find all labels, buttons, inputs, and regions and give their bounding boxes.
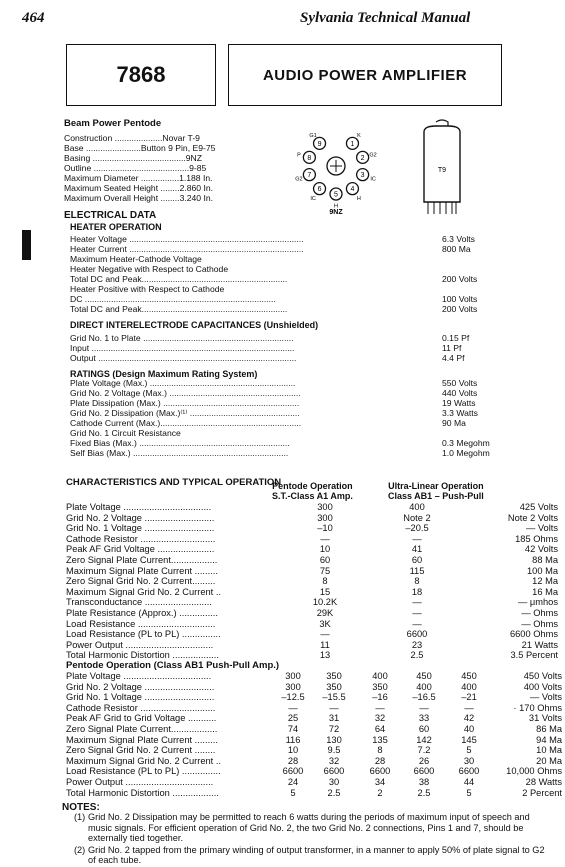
tube-title-box	[228, 44, 502, 106]
table-row	[66, 587, 558, 598]
push-pull-value: 28	[287, 755, 299, 766]
push-pull-value: 30	[328, 776, 340, 787]
row-value: 90 Ma	[442, 418, 466, 428]
ultralinear-value-2: 88 Ma	[532, 554, 558, 565]
push-pull-value: 44	[463, 776, 475, 787]
table-row	[66, 777, 562, 788]
push-pull-value: 6600	[323, 766, 345, 777]
push-pull-value: 9.5	[327, 745, 341, 756]
row-label: Plate Dissipation (Max.) .........................................................	[70, 398, 300, 408]
pin-letter: H	[334, 203, 338, 210]
push-pull-value: –15.5	[322, 692, 346, 703]
table-row	[66, 534, 558, 545]
push-pull-value: 450	[416, 671, 432, 681]
param-label: Grid No. 2 Voltage ...........................	[66, 512, 215, 523]
note-number: (2)	[74, 844, 86, 855]
data-row	[70, 284, 560, 294]
push-pull-unit-value: 86 Ma	[536, 723, 562, 734]
param-label: Zero Signal Grid No. 2 Current.........	[66, 576, 216, 587]
ultralinear-value-2: — Ohms	[521, 618, 558, 629]
ultralinear-op-header-line2: Class AB1 – Push-Pull	[388, 491, 484, 501]
ultralinear-value: 115	[409, 565, 425, 576]
push-pull-table	[66, 671, 562, 798]
pin-letter: K	[357, 132, 361, 139]
table-row	[66, 766, 562, 777]
push-pull-value: 74	[287, 723, 299, 734]
pentode-value: 10.2K	[312, 597, 338, 608]
table-row	[66, 619, 558, 630]
pin-number: 6	[317, 186, 322, 194]
pin-number: 4	[350, 186, 355, 194]
note-item	[74, 845, 554, 866]
push-pull-value: 145	[461, 734, 477, 745]
param-label: Transconductance ..........................	[66, 597, 212, 608]
param-label: Grid No. 1 Voltage ...........................	[66, 692, 215, 703]
push-pull-value: 32	[328, 755, 340, 766]
data-row	[70, 304, 560, 314]
table-row	[66, 608, 558, 619]
table-row	[66, 745, 562, 756]
param-label: Plate Resistance (Approx.) ...............	[66, 607, 218, 618]
push-pull-value: 25	[287, 713, 299, 724]
push-pull-value: 2.5	[417, 787, 431, 798]
ultralinear-value-2: Note 2 Volts	[507, 512, 558, 523]
table-row	[66, 576, 558, 587]
table-row	[66, 724, 562, 735]
data-row	[70, 418, 560, 428]
push-pull-unit-value: — Volts	[529, 692, 562, 703]
push-pull-value: 350	[326, 671, 342, 681]
pentode-value: 3K	[319, 618, 331, 629]
pentode-value: 300	[317, 512, 333, 523]
ultralinear-value-2: 100 Ma	[526, 565, 558, 576]
row-label: Grid No. 2 Voltage (Max.) .......................................................	[70, 388, 301, 398]
ultralinear-value: —	[412, 533, 422, 544]
ultralinear-value-2: 21 Watts	[521, 639, 558, 650]
push-pull-value: –16	[372, 692, 388, 703]
data-row	[70, 264, 560, 274]
param-label: Maximum Signal Grid No. 2 Current ..	[66, 586, 221, 597]
pentode-value: 75	[319, 565, 331, 576]
param-label: Maximum Signal Grid No. 2 Current ..	[66, 755, 221, 766]
table-row	[66, 523, 558, 534]
heater-rows	[70, 234, 560, 314]
spec-row: Construction ....................Novar T-9	[64, 133, 200, 143]
ultralinear-value-2: — Ohms	[521, 607, 558, 618]
row-label: Total DC and Peak.............................................................	[70, 304, 288, 314]
ultralinear-value-2: 3.5 Percent	[510, 650, 558, 661]
push-pull-value: 40	[463, 723, 475, 734]
pin-number: 7	[307, 172, 312, 180]
push-pull-unit-value: · 170 Ohms	[513, 702, 562, 713]
push-pull-value: –12.5	[281, 692, 305, 703]
notes-title: NOTES:	[62, 802, 100, 813]
data-row	[70, 378, 560, 388]
pin-number: 8	[307, 154, 312, 162]
ultralinear-value: 6600	[406, 629, 428, 640]
row-value: 1.0 Megohm	[442, 448, 490, 458]
push-pull-value: 31	[328, 713, 340, 724]
ratings-title: RATINGS (Design Maximum Rating System)	[70, 369, 258, 379]
data-row	[70, 254, 560, 264]
push-pull-value: 38	[418, 776, 430, 787]
push-pull-value: 34	[374, 776, 386, 787]
push-pull-value: 10	[287, 745, 299, 756]
ultralinear-value: 60	[411, 554, 423, 565]
data-row	[70, 274, 560, 284]
data-row	[70, 388, 560, 398]
ultralinear-value: 8	[414, 576, 420, 587]
tube-outline-drawing	[412, 118, 472, 218]
param-label: Load Resistance (PL to PL) ...............	[66, 629, 221, 640]
row-label: Grid No. 1 to Plate ...............................................................	[70, 333, 294, 343]
push-pull-value: –16.5	[412, 692, 436, 703]
table-row	[66, 555, 558, 566]
push-pull-value: 42	[463, 713, 475, 724]
ultralinear-value-2: 16 Ma	[532, 586, 558, 597]
table-row	[66, 703, 562, 714]
row-label: Grid No. 2 Dissipation (Max.)⁽¹⁾ ..............................................	[70, 408, 300, 418]
push-pull-value: –21	[461, 692, 477, 703]
param-label: Plate Voltage ..................................	[66, 502, 212, 512]
pin-letter: G2	[369, 152, 377, 159]
table-row	[66, 713, 562, 724]
push-pull-unit-value: 94 Ma	[536, 734, 562, 745]
param-label: Grid No. 1 Voltage ...........................	[66, 523, 215, 534]
note-number: (1)	[74, 812, 86, 822]
pentode-value: —	[320, 629, 330, 640]
ultralinear-value-2: 425 Volts	[519, 502, 558, 512]
data-row	[70, 343, 560, 353]
push-pull-value: 60	[418, 723, 430, 734]
table-row	[66, 788, 562, 799]
capacitances-title: DIRECT INTERELECTRODE CAPACITANCES (Unshielded)	[70, 320, 319, 330]
ultralinear-value-2: 185 Ohms	[515, 533, 558, 544]
param-label: Maximum Signal Plate Current .........	[66, 734, 218, 745]
push-pull-unit-value: 400 Volts	[523, 681, 562, 692]
param-label: Grid No. 2 Voltage ...........................	[66, 681, 215, 692]
pentode-value: 8	[322, 576, 328, 587]
row-value: 200 Volts	[442, 274, 478, 284]
svg-text:T9: T9	[437, 167, 447, 174]
row-value: 200 Volts	[442, 304, 478, 314]
push-pull-value: 450	[461, 671, 477, 681]
push-pull-value: —	[419, 702, 429, 713]
ultralinear-value-2: 42 Volts	[524, 544, 558, 555]
table-row	[66, 502, 558, 513]
row-value: 3.3 Watts	[442, 408, 478, 418]
push-pull-value: —	[288, 702, 298, 713]
table-row	[66, 640, 558, 651]
spec-list	[64, 133, 215, 203]
push-pull-value: 8	[377, 745, 383, 756]
row-value: 0.15 Pf	[442, 333, 470, 343]
ultralinear-op-header-line1: Ultra-Linear Operation	[388, 481, 484, 491]
pentode-value: 60	[319, 554, 331, 565]
data-row	[70, 294, 560, 304]
row-value: 11 Pf	[442, 343, 462, 353]
pin-letter: G1	[309, 132, 317, 139]
push-pull-value: 6600	[282, 766, 304, 777]
row-label: Maximum Heater-Cathode Voltage	[70, 254, 202, 264]
pin-number: 9	[317, 140, 322, 148]
param-label: Peak AF Grid Voltage ......................	[66, 544, 215, 555]
heater-operation-title: HEATER OPERATION	[70, 222, 162, 232]
row-label: Output ...................................................................................	[70, 353, 297, 363]
data-row	[70, 244, 560, 254]
ultralinear-value-2: 12 Ma	[532, 576, 558, 587]
param-label: Zero Signal Grid No. 2 Current ........	[66, 745, 216, 756]
push-pull-value: 400	[461, 681, 477, 692]
ultralinear-value: 23	[411, 639, 423, 650]
row-label: Heater Negative with Respect to Cathode	[70, 264, 229, 274]
pentode-value: 300	[317, 502, 333, 512]
tube-type: Beam Power Pentode	[64, 118, 162, 129]
pentode-value: 15	[319, 586, 331, 597]
pin-number: 3	[360, 172, 365, 180]
pin-number: 5	[334, 191, 338, 199]
pentode-value: –10	[317, 523, 333, 534]
ultralinear-value: –20.5	[405, 523, 429, 534]
push-pull-unit-value: 2 Percent	[522, 787, 562, 798]
param-label: Maximum Signal Plate Current .........	[66, 565, 218, 576]
row-value: 19 Watts	[442, 398, 476, 408]
push-pull-unit-value: 20 Ma	[536, 755, 562, 766]
ultralinear-value-2: 6600 Ohms	[509, 629, 558, 640]
ultralinear-value: —	[412, 597, 422, 608]
row-label: Grid No. 1 Circuit Resistance	[70, 428, 181, 438]
push-pull-value: 2.5	[327, 787, 341, 798]
param-label: Load Resistance (PL to PL) ...............	[66, 766, 221, 777]
param-label: Cathode Resistor .............................	[66, 702, 216, 713]
spec-row: Maximum Seated Height ........2.860 In.	[64, 183, 214, 193]
pentode-value: 13	[319, 650, 331, 661]
push-pull-value: 400	[416, 681, 432, 692]
electrical-data-title: ELECTRICAL DATA	[64, 210, 157, 221]
table-row	[66, 544, 558, 555]
row-label: Heater Voltage .........................................................................	[70, 234, 304, 244]
push-pull-value: —	[375, 702, 385, 713]
spec-row: Outline ........................................9-85	[64, 163, 207, 173]
ultralinear-value: —	[412, 618, 422, 629]
pin-letter: IC	[370, 176, 376, 183]
row-value: 440 Volts	[442, 388, 478, 398]
row-value: 6.3 Volts	[442, 234, 475, 244]
push-pull-value: 6600	[413, 766, 435, 777]
ultralinear-value: 18	[411, 586, 423, 597]
table-row	[66, 735, 562, 746]
pin-letter: IC	[310, 196, 316, 203]
row-value: 0.3 Megohm	[442, 438, 490, 448]
push-pull-unit-value: 31 Volts	[528, 713, 562, 724]
row-label: Total DC and Peak.............................................................	[70, 274, 288, 284]
param-label: Zero Signal Plate Current..................	[66, 723, 218, 734]
push-pull-value: 350	[326, 681, 342, 692]
row-label: Cathode Current (Max.)...........................................................	[70, 418, 302, 428]
push-pull-value: 142	[416, 734, 432, 745]
param-label: Power Output ..................................	[66, 776, 214, 787]
row-value: 550 Volts	[442, 378, 478, 388]
spec-row: Maximum Overall Height ........3.240 In.	[64, 193, 214, 203]
row-label: Heater Current .........................................................................	[70, 244, 304, 254]
pin-letter: G2	[295, 176, 303, 183]
tube-title: AUDIO POWER AMPLIFIER	[262, 66, 468, 84]
data-row	[70, 438, 560, 448]
push-pull-unit-value: 10,000 Ohms	[506, 766, 562, 777]
data-row	[70, 333, 560, 343]
push-pull-value: 6600	[369, 766, 391, 777]
tube-number: 7868	[116, 62, 166, 87]
push-pull-value: 33	[418, 713, 430, 724]
push-pull-value: 300	[285, 671, 301, 681]
row-label: Fixed Bias (Max.) ...............................................................	[70, 438, 290, 448]
table-row	[66, 629, 558, 640]
row-label: Plate Voltage (Max.) .............................................................	[70, 378, 296, 388]
data-row	[70, 408, 560, 418]
table-row	[66, 692, 562, 703]
param-label: Peak AF Grid to Grid Voltage ...........	[66, 713, 217, 724]
pin-letter: H	[356, 196, 361, 203]
pentode-value: —	[320, 533, 330, 544]
push-pull-value: 28	[374, 755, 386, 766]
ultralinear-value: Note 2	[403, 512, 431, 523]
pentode-value: 10	[319, 544, 331, 555]
push-pull-value: —	[329, 702, 339, 713]
row-value: 100 Volts	[442, 294, 478, 304]
push-pull-value: 7.2	[417, 745, 431, 756]
param-label: Plate Voltage ..................................	[66, 671, 212, 681]
note-text: Grid No. 2 Dissipation may be permitted to reach 6 watts during the periods of maximum input of speech and music signals. For efficient operation of Grid No. 2, the two Grid No. 2 connections, Pins 1 and 7, should be externally tied together.	[88, 812, 530, 843]
ultralinear-value: —	[412, 607, 422, 618]
push-pull-value: 32	[374, 713, 386, 724]
row-label: DC ................................................................................	[70, 294, 276, 304]
push-pull-value: 5	[466, 745, 472, 756]
push-pull-value: 64	[374, 723, 386, 734]
note-item	[74, 812, 554, 844]
pin-letter: P	[297, 152, 301, 159]
data-row	[70, 448, 560, 458]
pentode-op-header	[272, 481, 353, 501]
pentode-op-header-line2: S.T.-Class A1 Amp.	[272, 491, 353, 501]
thumb-index-mark	[22, 230, 31, 260]
capacitance-rows	[70, 333, 560, 363]
push-pull-value: 72	[328, 723, 340, 734]
spec-row: Basing .......................................9NZ	[64, 153, 203, 163]
data-row	[70, 428, 560, 438]
push-pull-value: 5	[290, 787, 296, 798]
ultralinear-value: 41	[411, 544, 423, 555]
push-pull-value: 130	[326, 734, 342, 745]
push-pull-value: 2	[377, 787, 383, 798]
param-label: Load Resistance ..............................	[66, 618, 216, 629]
push-pull-value: —	[464, 702, 474, 713]
characteristics-table	[66, 502, 558, 661]
ultralinear-value: 400	[409, 502, 425, 512]
notes-list	[74, 812, 554, 867]
ratings-rows	[70, 378, 560, 458]
ultralinear-value: 2.5	[410, 650, 424, 661]
push-pull-unit-value: 450 Volts	[523, 671, 562, 681]
table-row	[66, 566, 558, 577]
characteristics-title: CHARACTERISTICS AND TYPICAL OPERATION	[66, 477, 282, 488]
table-row	[66, 597, 558, 608]
push-pull-unit-value: 28 Watts	[525, 776, 562, 787]
param-label: Zero Signal Plate Current..................	[66, 554, 218, 565]
param-label: Total Harmonic Distortion ..................	[66, 787, 219, 798]
ultralinear-op-header	[388, 481, 484, 501]
row-label: Input .....................................................................................	[70, 343, 295, 353]
push-pull-value: 26	[418, 755, 430, 766]
push-pull-value: 350	[372, 681, 388, 692]
push-pull-value: 6600	[458, 766, 480, 777]
svg-text:9NZ: 9NZ	[329, 209, 343, 216]
data-row	[70, 353, 560, 363]
row-value: 4.4 Pf	[442, 353, 465, 363]
push-pull-value: 116	[285, 734, 301, 745]
param-label: Total Harmonic Distortion ..................	[66, 650, 219, 661]
push-pull-value: 30	[463, 755, 475, 766]
data-row	[70, 234, 560, 244]
push-pull-value: 24	[287, 776, 299, 787]
tube-number-box	[66, 44, 216, 106]
push-pull-value: 400	[372, 671, 388, 681]
table-row	[66, 671, 562, 682]
pentode-value: 11	[320, 639, 330, 650]
table-row	[66, 682, 562, 693]
data-row	[70, 398, 560, 408]
table-row	[66, 756, 562, 767]
basing-diagram	[296, 120, 376, 218]
note-text: Grid No. 2 tapped from the primary winding of output transformer, in a manner to apply 50% of plate signal to G2 of each tube.	[88, 844, 545, 865]
push-pull-unit-value: 10 Ma	[536, 745, 562, 756]
spec-row: Base .......................Button 9 Pin, E9-75	[64, 143, 216, 153]
spec-row: Maximum Diameter ................1.188 In.	[64, 173, 213, 183]
ultralinear-value-2: — μmhos	[518, 597, 558, 608]
pin-number: 2	[360, 154, 365, 162]
manual-title: Sylvania Technical Manual	[300, 10, 471, 26]
row-label: Heater Positive with Respect to Cathode	[70, 284, 225, 294]
push-pull-title: Pentode Operation (Class AB1 Push-Pull Amp.)	[66, 660, 280, 671]
row-label: Self Bias (Max.) .................................................................	[70, 448, 289, 458]
row-value: 800 Ma	[442, 244, 471, 254]
push-pull-value: 135	[372, 734, 388, 745]
pentode-value: 29K	[316, 607, 334, 618]
param-label: Power Output ..................................	[66, 639, 214, 650]
page-number: 464	[22, 10, 45, 26]
pentode-op-header-line1: Pentode Operation	[272, 481, 353, 491]
param-label: Cathode Resistor .............................	[66, 533, 216, 544]
pin-number: 1	[350, 140, 355, 148]
push-pull-value: 5	[466, 787, 472, 798]
table-row	[66, 513, 558, 524]
ultralinear-value-2: — Volts	[525, 523, 558, 534]
push-pull-value: 300	[285, 681, 301, 692]
